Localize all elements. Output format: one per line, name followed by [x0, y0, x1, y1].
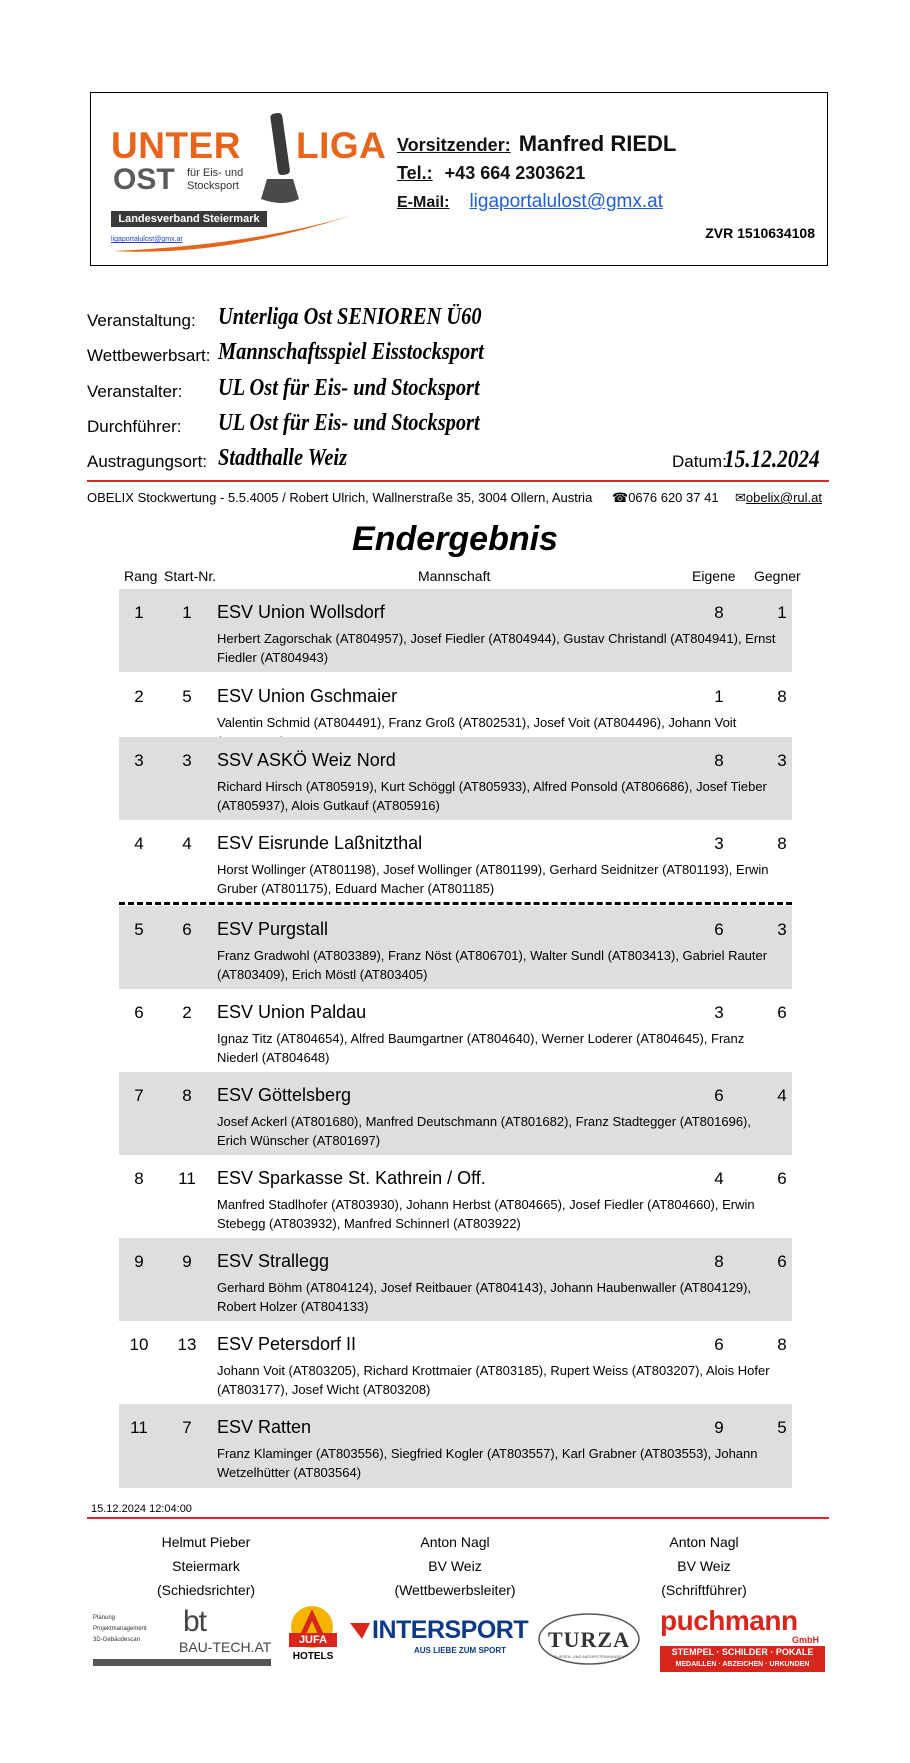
players: Valentin Schmid (AT804491), Franz Groß (AT802531), Josef Voit (AT804496), Johann Voit	[217, 715, 737, 730]
email-link[interactable]: ligaportalulost@gmx.at	[469, 191, 663, 212]
start-number: 9	[182, 1252, 192, 1271]
team-name: ESV Petersdorf II	[217, 1334, 357, 1354]
chair-row	[397, 131, 676, 157]
rank: 9	[134, 1252, 144, 1271]
chair-name: Manfred RIEDL	[518, 131, 677, 156]
wettbewerbsart-value: Mannschaftsspiel Eisstocksport	[218, 339, 484, 365]
puchmann-gmbh: GmbH	[792, 1635, 819, 1645]
email-label: E-Mail:	[397, 194, 450, 211]
start-number: 8	[182, 1086, 192, 1105]
result-row	[119, 820, 792, 902]
puchmann-name: puchmann	[660, 1605, 798, 1636]
turza-name: TURZA	[547, 1627, 630, 1652]
software-mail	[735, 490, 822, 506]
durchfuehrer-label: Durchführer:	[87, 417, 182, 436]
zvr-number: ZVR 1510634108	[705, 225, 815, 241]
unterliga-logo	[103, 103, 387, 253]
tel-row	[397, 163, 585, 184]
veranstalter-label: Veranstalter:	[87, 382, 183, 401]
opp-points: 6	[777, 1252, 787, 1271]
opp-points: 6	[777, 1003, 787, 1022]
tel-label: Tel.:	[397, 163, 433, 183]
players: Gerhard Böhm (AT804124), Josef Reitbauer (AT804143), Johann Haubenwaller (AT804129), Robert Holzer (AT804133)	[217, 1280, 752, 1314]
opp-points: 3	[777, 920, 787, 939]
datum-value: 15.12.2024	[724, 446, 820, 473]
sig-role: (Schiedsrichter)	[156, 1582, 256, 1598]
team-name: SSV ASKÖ Weiz Nord	[217, 750, 396, 770]
own-points: 3	[714, 1003, 724, 1022]
software-line: OBELIX Stockwertung - 5.5.4005 / Robert Ulrich, Wallnerstraße 35, 3004 Ollern, Austria	[87, 490, 593, 505]
ort-value: Stadthalle Weiz	[218, 445, 348, 471]
logo-ost: OST	[113, 163, 175, 196]
own-points: 8	[714, 751, 724, 770]
own-points: 6	[714, 1086, 724, 1105]
logo-unter: UNTER	[111, 125, 241, 166]
software-phone: ☎0676 620 37 41	[612, 490, 719, 505]
bautech-item: Planung	[93, 1615, 116, 1621]
wettbewerbsart-label: Wettbewerbsart:	[87, 346, 211, 365]
sig-name: Anton Nagl	[669, 1534, 739, 1550]
logo-band: Landesverband Steiermark	[111, 211, 267, 227]
sig-org: BV Weiz	[677, 1558, 731, 1574]
players: Horst Wollinger (AT801198), Josef Wollinger (AT801199), Gerhard Seidnitzer (AT801193), Erwin Gruber (AT801175), Eduard Macher (AT801185)	[217, 862, 769, 896]
opp-points: 1	[777, 603, 787, 622]
logo-subtitle: für Eis- und Stocksport	[187, 167, 244, 192]
team-name: ESV Ratten	[217, 1417, 312, 1437]
sponsor-intersport-logo	[350, 1605, 530, 1675]
start-number: 3	[182, 751, 192, 770]
team-name: ESV Strallegg	[217, 1251, 330, 1271]
start-number: 7	[182, 1418, 192, 1437]
sig-role: (Wettbewerbsleiter)	[394, 1582, 516, 1598]
opp-points: 8	[777, 834, 787, 853]
result-row	[119, 1072, 792, 1155]
veranstalter-value: UL Ost für Eis- und Stocksport	[218, 375, 480, 401]
sig-org: BV Weiz	[428, 1558, 482, 1574]
durchfuehrer-value: UL Ost für Eis- und Stocksport	[218, 410, 480, 436]
puchmann-line2: MEDAILLEN · ABZEICHEN · URKUNDEN	[675, 1661, 810, 1668]
sponsor-puchmann-logo	[660, 1605, 830, 1675]
signature-referee	[106, 1530, 306, 1602]
bautech-footer-bar	[93, 1659, 271, 1666]
rank: 4	[134, 834, 144, 853]
opp-points: 5	[777, 1418, 787, 1437]
players: Richard Hirsch (AT805919), Kurt Schöggl (AT805933), Alfred Ponsold (AT806686), Josef Tieber (AT805937), Alois Gutkauf (AT805916)	[217, 779, 767, 813]
team-name: ESV Purgstall	[217, 919, 329, 939]
start-number: 5	[182, 687, 192, 706]
rank: 8	[134, 1169, 144, 1188]
col-rang: Rang	[124, 568, 158, 584]
opp-points: 8	[777, 1335, 787, 1354]
rank: 11	[130, 1418, 148, 1437]
own-points: 3	[714, 834, 724, 853]
result-row	[119, 673, 792, 737]
sig-name: Helmut Pieber	[161, 1534, 251, 1550]
start-number: 4	[182, 834, 192, 853]
signature-secretary	[604, 1530, 804, 1602]
jufa-sub: HOTELS	[292, 1651, 334, 1662]
start-number: 6	[182, 920, 192, 939]
result-row	[119, 1321, 792, 1404]
sponsor-turza-logo	[536, 1605, 646, 1675]
own-points: 6	[714, 920, 724, 939]
email-row	[397, 191, 663, 213]
start-number: 11	[178, 1169, 196, 1188]
software-mail-link[interactable]: obelix@rul.at	[745, 490, 822, 505]
col-start: Start-Nr.	[164, 568, 217, 584]
logo-liga: LIGA	[296, 125, 387, 166]
turza-sub: FLIESEN- UND NATURSTEINHANDEL	[553, 1654, 625, 1659]
col-team: Mannschaft	[418, 568, 491, 584]
players: Manfred Stadlhofer (AT803930), Johann Herbst (AT804665), Josef Fiedler (AT804660), Erwin Stebegg (AT803932), Manfred Schinnerl (AT803922)	[217, 1197, 755, 1231]
bautech-mark: bt	[183, 1605, 207, 1638]
col-opp: Gegner	[754, 568, 801, 584]
qualification-dashed-line	[119, 902, 792, 905]
red-divider-bottom	[87, 1517, 829, 1519]
red-divider-top	[87, 480, 829, 482]
veranstaltung-label: Veranstaltung:	[87, 311, 196, 330]
print-timestamp: 15.12.2024 12:04:00	[91, 1503, 192, 1515]
own-points: 8	[714, 1252, 724, 1271]
sig-name: Anton Nagl	[420, 1534, 490, 1550]
team-name: ESV Göttelsberg	[217, 1085, 352, 1105]
rank: 5	[134, 920, 144, 939]
team-name: ESV Sparkasse St. Kathrein / Off.	[217, 1168, 486, 1188]
opp-points: 8	[777, 687, 787, 706]
players: Ignaz Titz (AT804654), Alfred Baumgartner (AT804640), Werner Loderer (AT804645), Franz Niederl (AT804648)	[217, 1031, 745, 1065]
bautech-name: BAU-TECH.AT	[179, 1639, 272, 1655]
intersport-name: INTERSPORT	[372, 1616, 529, 1644]
puchmann-line1: STEMPEL · SCHILDER · POKALE	[671, 1647, 814, 1657]
players: Josef Ackerl (AT801680), Manfred Deutschmann (AT801682), Franz Stadtegger (AT801696), Erich Wünscher (AT801697)	[217, 1114, 751, 1148]
start-number: 2	[182, 1003, 192, 1022]
tel-value: +43 664 2303621	[444, 163, 586, 183]
rank: 2	[134, 687, 144, 706]
signature-competition-lead	[355, 1530, 555, 1602]
ort-label: Austragungsort:	[87, 452, 208, 471]
rank: 10	[129, 1335, 149, 1354]
eisstock-icon	[253, 113, 313, 213]
result-row	[119, 1155, 792, 1238]
players: Johann Voit (AT803205), Richard Krottmaier (AT803185), Rupert Weiss (AT803207), Alois Hofer (AT803177), Josef Wicht (AT803208)	[217, 1363, 770, 1397]
own-points: 1	[714, 687, 724, 706]
intersport-sub: AUS LIEBE ZUM SPORT	[414, 1646, 507, 1655]
start-number: 1	[182, 603, 192, 622]
result-row	[119, 589, 792, 672]
players: Herbert Zagorschak (AT804957), Josef Fiedler (AT804944), Gustav Christandl (AT804941), Ernst Fiedler (AT804943)	[217, 631, 776, 665]
own-points: 9	[714, 1418, 724, 1437]
opp-points: 6	[777, 1169, 787, 1188]
mail-icon: ✉	[735, 490, 746, 505]
result-row	[119, 1238, 792, 1321]
sponsor-jufa-logo	[283, 1605, 343, 1675]
players: Franz Klaminger (AT803556), Siegfried Kogler (AT803557), Karl Grabner (AT803553), Johann Wetzelhütter (AT803564)	[217, 1446, 758, 1480]
rank: 6	[134, 1003, 144, 1022]
bautech-item: 3D-Gebäudescan	[93, 1637, 141, 1643]
puchmann-band	[660, 1646, 825, 1672]
letterhead-box	[90, 92, 828, 266]
datum-label: Datum:	[672, 452, 727, 471]
opp-points: 3	[777, 751, 787, 770]
own-points: 4	[714, 1169, 724, 1188]
start-number: 13	[177, 1335, 197, 1354]
own-points: 8	[714, 603, 724, 622]
page-title: Endergebnis	[352, 520, 558, 558]
sig-org: Steiermark	[172, 1558, 240, 1574]
col-own: Eigene	[692, 568, 736, 584]
jufa-name: JUFA	[289, 1633, 337, 1647]
team-name: ESV Eisrunde Laßnitzthal	[217, 833, 423, 853]
result-row	[119, 1404, 792, 1488]
rank: 7	[134, 1086, 144, 1105]
bautech-item: Projektmanagement	[93, 1626, 147, 1632]
logo-email: ligaportalulost@gmx.at	[111, 236, 183, 243]
sponsor-bautech-logo	[93, 1605, 273, 1675]
opp-points: 4	[777, 1086, 787, 1105]
sig-role: (Schriftführer)	[661, 1582, 747, 1598]
players: Franz Gradwohl (AT803389), Franz Nöst (AT806701), Walter Sundl (AT803413), Gabriel Rauter (AT803409), Erich Möstl (AT803405)	[217, 948, 768, 982]
team-name: ESV Union Wollsdorf	[217, 602, 385, 622]
rank: 1	[134, 603, 144, 622]
team-name: ESV Union Gschmaier	[217, 686, 398, 706]
result-row	[119, 989, 792, 1072]
chair-label: Vorsitzender:	[397, 135, 511, 155]
result-row	[119, 906, 792, 989]
result-row	[119, 737, 792, 820]
intersport-arrow-icon	[350, 1621, 372, 1641]
veranstaltung-value: Unterliga Ost SENIOREN Ü60	[218, 304, 482, 330]
rank: 3	[134, 751, 144, 770]
team-name: ESV Union Paldau	[217, 1002, 367, 1022]
own-points: 6	[714, 1335, 724, 1354]
